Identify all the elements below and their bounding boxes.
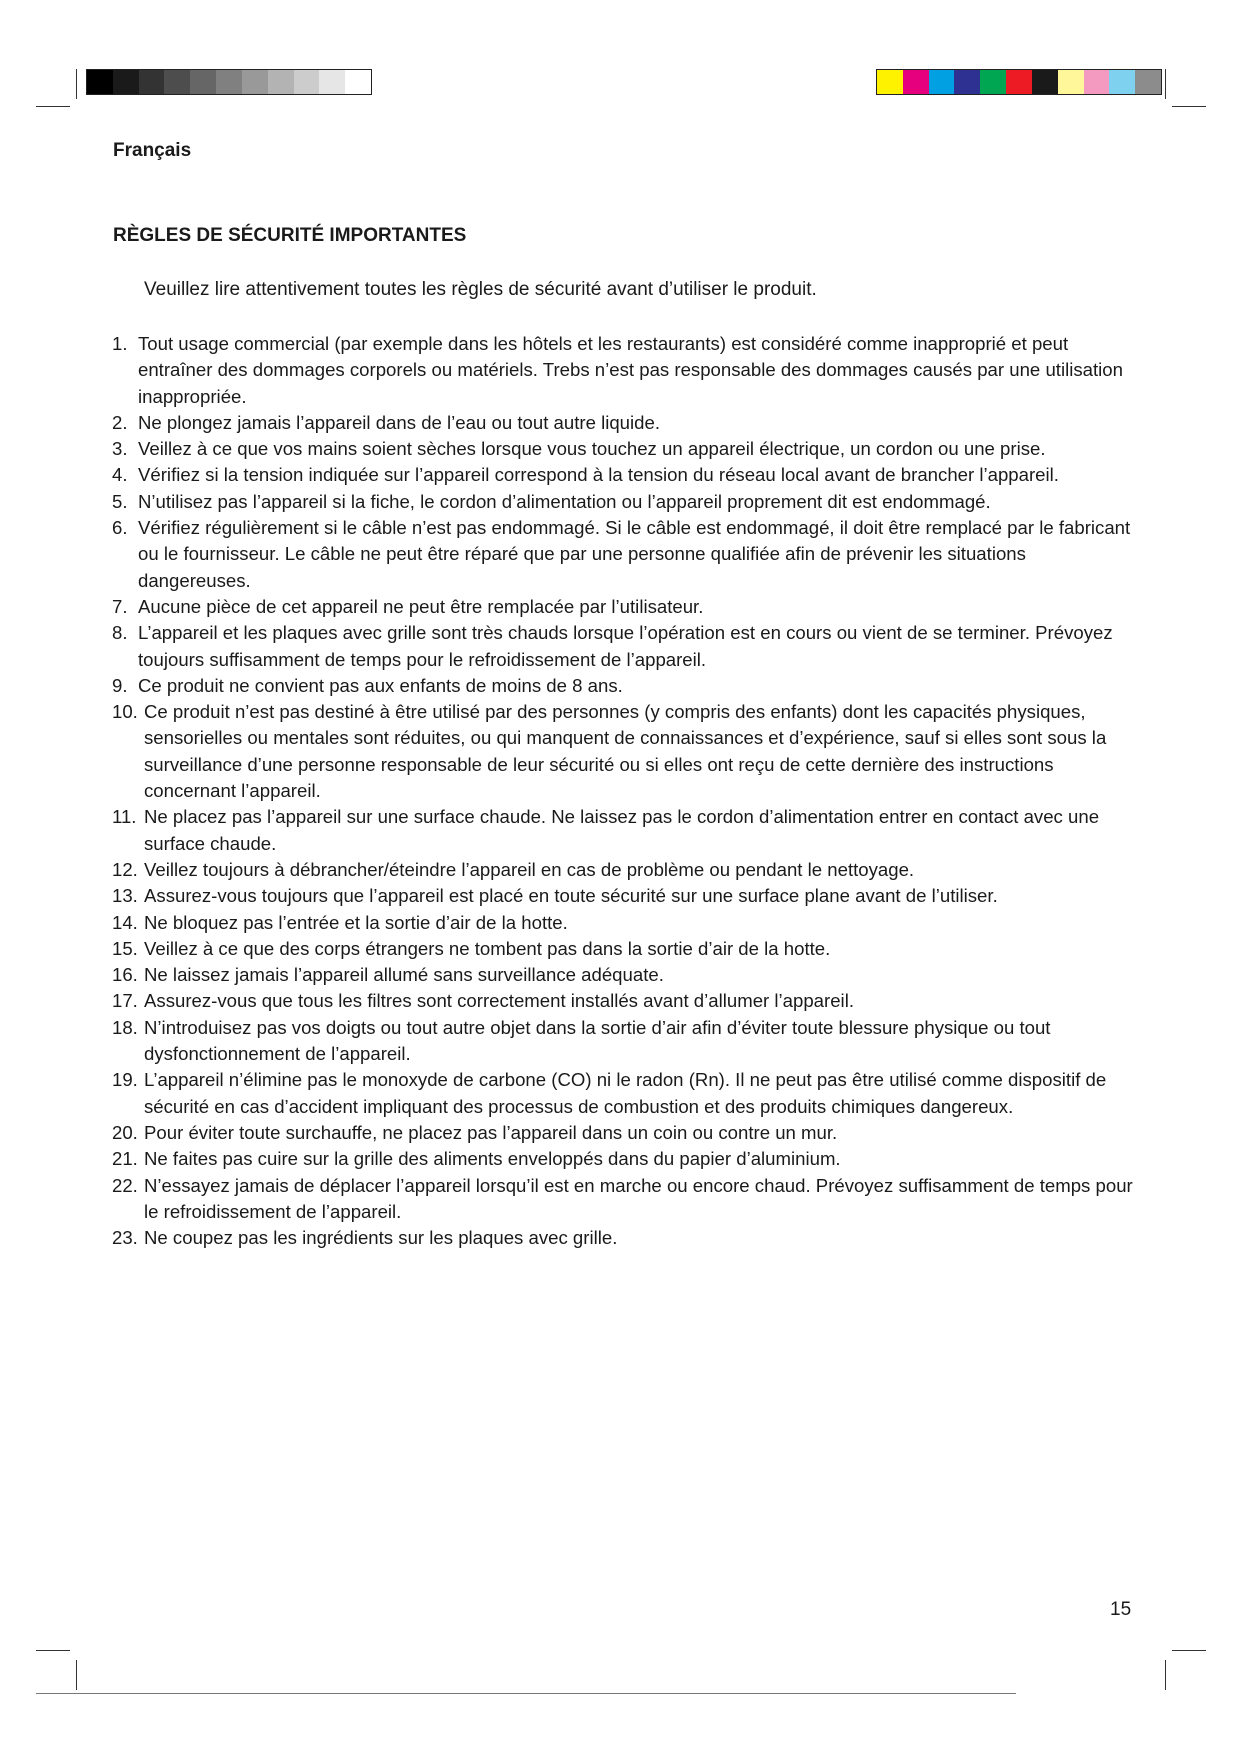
rule-number: 23. xyxy=(112,1227,138,1249)
list-item xyxy=(112,936,1142,962)
rule-number: 13. xyxy=(112,885,138,907)
list-item xyxy=(112,410,1142,436)
calibration-swatch xyxy=(242,70,268,94)
rule-text: Pour éviter toute surchauffe, ne placez pas l’appareil dans un coin ou contre un mur. xyxy=(144,1121,838,1143)
rule-text: Vérifiez si la tension indiquée sur l’appareil correspond à la tension du réseau local avant de brancher l’appareil. xyxy=(138,464,1059,486)
calibration-swatch xyxy=(190,70,216,94)
rule-text: Ne bloquez pas l’entrée et la sortie d’air de la hotte. xyxy=(144,911,568,933)
rule-number: 9. xyxy=(112,674,128,696)
rule-text: Tout usage commercial (par exemple dans les hôtels et les restaurants) est considéré comme inapproprié et peut entraîner des dommages corporels ou matériels. Trebs n’est pas responsable des dommages causés par une utilisation inappropriée. xyxy=(138,333,1123,407)
list-item xyxy=(112,594,1142,620)
calibration-swatch xyxy=(139,70,165,94)
color-calibration-bar xyxy=(876,69,1162,95)
rule-number: 22. xyxy=(112,1174,138,1196)
list-item xyxy=(112,620,1142,673)
list-item xyxy=(112,988,1142,1014)
rule-number: 4. xyxy=(112,464,128,486)
crop-mark-bottom-left-h xyxy=(36,1650,70,1651)
rule-text: Assurez-vous que tous les filtres sont correctement installés avant d’allumer l’appareil. xyxy=(144,990,854,1012)
calibration-swatch xyxy=(903,70,929,94)
language-label: Français xyxy=(113,140,192,161)
list-item xyxy=(112,857,1142,883)
calibration-swatch xyxy=(345,70,371,94)
crop-mark-bottom-right-h xyxy=(1172,1650,1206,1651)
calibration-swatch xyxy=(216,70,242,94)
grayscale-calibration-bar xyxy=(86,69,372,95)
list-item xyxy=(112,462,1142,488)
rule-number: 6. xyxy=(112,517,128,539)
rule-text: N’introduisez pas vos doigts ou tout autre objet dans la sortie d’air afin d’éviter toute blessure physique ou tout dysfonctionnement de l’appareil. xyxy=(144,1016,1051,1065)
rule-text: Veillez à ce que vos mains soient sèches lorsque vous touchez un appareil électrique, un cordon ou une prise. xyxy=(138,438,1046,460)
rule-text: Ne placez pas l’appareil sur une surface chaude. Ne laissez pas le cordon d’alimentation entrer en contact avec une surface chaude. xyxy=(144,806,1100,854)
calibration-swatch xyxy=(1084,70,1110,94)
rule-text: Ne coupez pas les ingrédients sur les plaques avec grille. xyxy=(144,1227,618,1249)
crop-mark-bottom-right-v xyxy=(1165,1660,1166,1690)
calibration-swatch xyxy=(954,70,980,94)
calibration-swatch xyxy=(1032,70,1058,94)
rule-number: 18. xyxy=(112,1016,138,1038)
rule-text: L’appareil et les plaques avec grille sont très chauds lorsque l’opération est en cours ou vient de se terminer. Prévoyez toujours suffisamment de temps pour le refroidissement de l’appareil. xyxy=(138,622,1113,670)
calibration-swatch xyxy=(164,70,190,94)
crop-mark-top-left-v xyxy=(76,69,77,99)
rule-number: 20. xyxy=(112,1121,138,1143)
crop-mark-top-right-h xyxy=(1172,106,1206,107)
rule-text: Ce produit n’est pas destiné à être utilisé par des personnes (y compris des enfants) dont les capacités physiques, sensorielles ou mentales sont réduites, ou qui manquent de connaissances et d’expérience, sauf si elles sont sous la surveillance d’une personne responsable de leur sécurité ou si elles ont reçu de cette dernière des instructions concernant l’appareil. xyxy=(144,701,1107,802)
rule-text: Ne laissez jamais l’appareil allumé sans surveillance adéquate. xyxy=(144,964,664,986)
rule-text: Veillez à ce que des corps étrangers ne tombent pas dans la sortie d’air de la hotte. xyxy=(144,937,831,959)
rule-text: Vérifiez régulièrement si le câble n’est pas endommagé. Si le câble est endommagé, il doit être remplacé par le fabricant ou le fournisseur. Le câble ne peut être réparé que par une personne qualifiée afin de prévenir les situations dangereuses. xyxy=(138,517,1131,591)
page-number: 15 xyxy=(1110,1599,1132,1620)
list-item xyxy=(112,673,1142,699)
calibration-swatch xyxy=(294,70,320,94)
rule-text: Ne faites pas cuire sur la grille des aliments enveloppés dans du papier d’aluminium. xyxy=(144,1148,841,1170)
crop-mark-top-left-h xyxy=(36,106,70,107)
intro-text: Veuillez lire attentivement toutes les règles de sécurité avant d’utiliser le produit. xyxy=(144,279,817,300)
rule-text: Aucune pièce de cet appareil ne peut être remplacée par l’utilisateur. xyxy=(138,595,704,617)
list-item xyxy=(112,699,1142,804)
calibration-swatch xyxy=(87,70,113,94)
rule-number: 21. xyxy=(112,1148,138,1170)
list-item xyxy=(112,436,1142,462)
rule-number: 14. xyxy=(112,911,138,933)
calibration-swatch xyxy=(113,70,139,94)
safety-rules-list xyxy=(112,331,1142,1251)
rule-text: N’essayez jamais de déplacer l’appareil lorsqu’il est en marche ou encore chaud. Prévoyez suffisamment de temps pour le refroidissement de l’appareil. xyxy=(144,1174,1133,1222)
rule-number: 15. xyxy=(112,937,138,959)
rule-text: Ne plongez jamais l’appareil dans de l’eau ou tout autre liquide. xyxy=(138,411,660,433)
list-item xyxy=(112,1015,1142,1068)
list-item xyxy=(112,515,1142,594)
rule-number: 7. xyxy=(112,595,128,617)
rule-number: 8. xyxy=(112,622,128,644)
list-item xyxy=(112,489,1142,515)
bottom-rule xyxy=(36,1693,1016,1694)
rule-number: 12. xyxy=(112,858,138,880)
calibration-swatch xyxy=(319,70,345,94)
rule-number: 2. xyxy=(112,411,128,433)
list-item xyxy=(112,1173,1142,1226)
calibration-swatch xyxy=(1109,70,1135,94)
list-item xyxy=(112,1120,1142,1146)
calibration-swatch xyxy=(877,70,903,94)
rule-number: 16. xyxy=(112,964,138,986)
rule-text: N’utilisez pas l’appareil si la fiche, le cordon d’alimentation ou l’appareil proprement dit est endommagé. xyxy=(138,490,991,512)
rule-text: Assurez-vous toujours que l’appareil est placé en toute sécurité sur une surface plane avant de l’utiliser. xyxy=(144,885,998,907)
calibration-swatch xyxy=(1006,70,1032,94)
rule-number: 10. xyxy=(112,701,138,723)
list-item xyxy=(112,962,1142,988)
crop-mark-top-right-v xyxy=(1165,69,1166,99)
rule-number: 17. xyxy=(112,990,138,1012)
rule-text: Ce produit ne convient pas aux enfants de moins de 8 ans. xyxy=(138,674,623,696)
calibration-swatch xyxy=(1058,70,1084,94)
rule-text: L’appareil n’élimine pas le monoxyde de carbone (CO) ni le radon (Rn). Il ne peut pas être utilisé comme dispositif de sécurité en cas d’accident impliquant des processus de combustion et des produits chimiques dangereux. xyxy=(144,1069,1107,1117)
calibration-swatch xyxy=(929,70,955,94)
list-item xyxy=(112,1067,1142,1120)
list-item xyxy=(112,804,1142,857)
section-title: RÈGLES DE SÉCURITÉ IMPORTANTES xyxy=(113,225,467,246)
calibration-swatch xyxy=(1135,70,1161,94)
rule-number: 5. xyxy=(112,490,128,512)
calibration-swatch xyxy=(980,70,1006,94)
rule-text: Veillez toujours à débrancher/éteindre l’appareil en cas de problème ou pendant le nettoyage. xyxy=(144,858,915,880)
rule-number: 3. xyxy=(112,438,128,460)
rule-number: 1. xyxy=(112,333,128,354)
crop-mark-bottom-left-v xyxy=(76,1660,77,1690)
list-item xyxy=(112,1225,1142,1251)
list-item xyxy=(112,331,1142,410)
rule-number: 19. xyxy=(112,1069,138,1091)
list-item xyxy=(112,1146,1142,1172)
rule-number: 11. xyxy=(112,806,137,828)
list-item xyxy=(112,910,1142,936)
list-item xyxy=(112,883,1142,909)
calibration-swatch xyxy=(268,70,294,94)
